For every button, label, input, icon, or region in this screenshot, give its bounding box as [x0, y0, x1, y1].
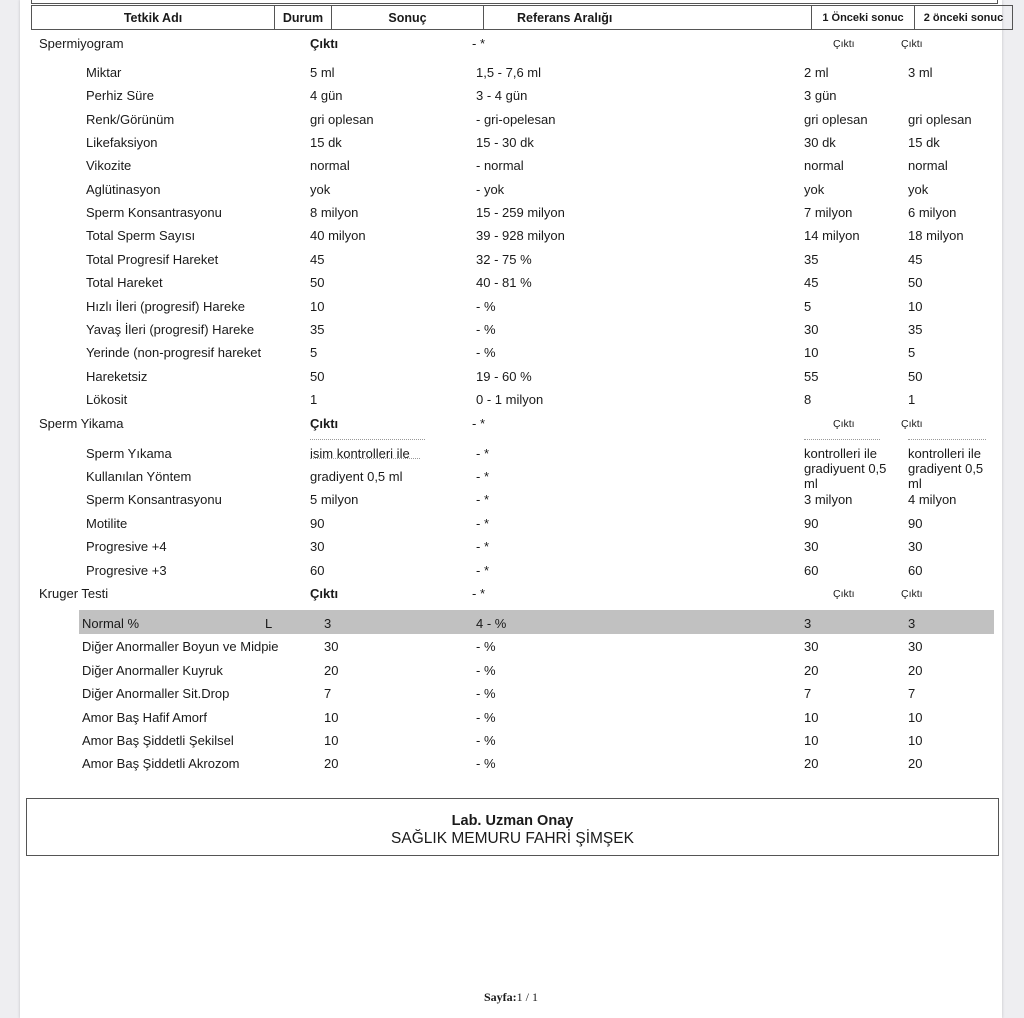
test-prev2: 1: [908, 392, 916, 407]
header-result: Sonuç: [332, 6, 484, 29]
test-result: 8 milyon: [310, 205, 359, 220]
group-prev1: Çıktı: [833, 38, 855, 50]
test-prev1: 10: [804, 345, 819, 360]
test-prev1: 20: [804, 756, 819, 771]
test-ref: 19 - 60 %: [476, 369, 532, 384]
test-name: Amor Baş Hafif Amorf: [82, 710, 207, 725]
test-prev2: gri oplesan: [908, 112, 972, 127]
test-prev1: 45: [804, 275, 819, 290]
test-ref: - %: [476, 639, 496, 654]
test-ref: - %: [476, 686, 496, 701]
test-prev2: 90: [908, 516, 923, 531]
test-prev1: normal: [804, 158, 844, 173]
test-result: gri oplesan: [310, 112, 374, 127]
table-row: [20, 535, 1002, 557]
prev2-wrapped-text-1: kontrolleri ile: [908, 446, 981, 461]
group-result: Çıktı: [310, 416, 339, 431]
table-row: [20, 635, 1002, 657]
approver-name: SAĞLIK MEMURU FAHRİ ŞİMŞEK: [391, 830, 634, 847]
table-row: [20, 224, 1002, 246]
test-ref: 3 - 4 gün: [476, 88, 528, 103]
test-prev1: 30: [804, 539, 819, 554]
test-ref: - *: [476, 492, 489, 507]
test-result: 60: [310, 563, 325, 578]
test-prev1: 30 dk: [804, 135, 836, 150]
table-row: [20, 488, 1002, 510]
test-name: Motilite: [86, 516, 128, 531]
test-ref: - *: [476, 469, 489, 484]
test-result: 10: [324, 710, 339, 725]
test-result: normal: [310, 158, 350, 173]
test-result: yok: [310, 182, 331, 197]
test-ref: - *: [476, 516, 489, 531]
table-row: [20, 682, 1002, 704]
test-result: 45: [310, 252, 325, 267]
table-row: [20, 365, 1002, 387]
test-prev2: 50: [908, 369, 923, 384]
table-row: [20, 84, 1002, 106]
test-name: Renk/Görünüm: [86, 112, 175, 127]
test-ref: - %: [476, 663, 496, 678]
table-row: [20, 559, 1002, 581]
test-ref: 0 - 1 milyon: [476, 392, 544, 407]
test-name: Sperm Konsantrasyonu: [86, 205, 222, 220]
group-ref: - *: [472, 416, 485, 431]
table-row: [20, 61, 1002, 83]
test-result: 30: [310, 539, 325, 554]
table-row: [20, 131, 1002, 153]
test-ref: 1,5 - 7,6 ml: [476, 65, 542, 80]
test-prev1: 3: [804, 616, 812, 631]
test-name: Aglütinasyon: [86, 182, 161, 197]
group-row-kruger-testi: [20, 582, 1002, 604]
test-prev1: 60: [804, 563, 819, 578]
test-name: Total Progresif Hareket: [86, 252, 219, 267]
table-header: [31, 5, 1013, 30]
test-prev2: 7: [908, 686, 916, 701]
test-prev2: 20: [908, 756, 923, 771]
test-prev1: 2 ml: [804, 65, 829, 80]
group-prev1: Çıktı: [833, 418, 855, 430]
test-prev1: 5: [804, 299, 812, 314]
test-result: 40 milyon: [310, 228, 366, 243]
test-result: isim kontrolleri ile: [310, 446, 410, 461]
table-row: [20, 659, 1002, 681]
test-prev1: 7: [804, 686, 812, 701]
test-name: Likefaksiyon: [86, 135, 158, 150]
low-flag: L: [265, 616, 273, 631]
test-prev2: 45: [908, 252, 923, 267]
test-result: 50: [310, 275, 325, 290]
test-ref: - %: [476, 733, 496, 748]
page-number: 1 / 1: [516, 990, 538, 1004]
test-name: Diğer Anormaller Boyun ve Midpie: [82, 639, 279, 654]
table-row: [20, 318, 1002, 340]
test-result: 3: [324, 616, 332, 631]
test-prev1: 90: [804, 516, 819, 531]
test-prev1: 3 gün: [804, 88, 837, 103]
header-status: Durum: [275, 6, 332, 29]
table-row: [20, 248, 1002, 270]
test-result: 4 gün: [310, 88, 343, 103]
prev2-wrapped-text-2: gradiyent 0,5 ml: [908, 461, 984, 491]
test-prev2: 5: [908, 345, 916, 360]
group-name: Spermiyogram: [39, 36, 124, 51]
table-row: [20, 752, 1002, 774]
test-ref: 39 - 928 milyon: [476, 228, 565, 243]
test-prev1: yok: [804, 182, 825, 197]
test-ref: 15 - 30 dk: [476, 135, 534, 150]
test-result: 5 milyon: [310, 492, 359, 507]
table-row: [20, 178, 1002, 200]
test-prev2: 30: [908, 639, 923, 654]
test-prev1: 55: [804, 369, 819, 384]
group-prev2: Çıktı: [901, 418, 923, 430]
signature-box: [26, 798, 999, 856]
test-prev2: 35: [908, 322, 923, 337]
table-row: [20, 201, 1002, 223]
test-name: Progresive +3: [86, 563, 167, 578]
test-result: 20: [324, 663, 339, 678]
group-row-sperm-yikama: [20, 412, 1002, 434]
test-name: Normal %: [82, 616, 140, 631]
test-name: Amor Baş Şiddetli Şekilsel: [82, 733, 234, 748]
group-result: Çıktı: [310, 586, 339, 601]
test-result: 90: [310, 516, 325, 531]
header-prev2: 2 önceki sonuc: [923, 11, 1004, 24]
test-ref: - %: [476, 710, 496, 725]
group-ref: - *: [472, 36, 485, 51]
test-ref: 32 - 75 %: [476, 252, 532, 267]
test-name: Yerinde (non-progresif hareket: [86, 345, 262, 360]
test-prev1: gri oplesan: [804, 112, 868, 127]
page-footer: [20, 990, 1002, 1005]
test-ref: - %: [476, 322, 496, 337]
test-ref: 4 - %: [476, 616, 507, 631]
test-prev1: 10: [804, 710, 819, 725]
group-prev2: Çıktı: [901, 38, 923, 50]
table-row: [20, 706, 1002, 728]
test-prev1: 10: [804, 733, 819, 748]
test-result: 30: [324, 639, 339, 654]
test-prev2: 50: [908, 275, 923, 290]
test-result: 20: [324, 756, 339, 771]
test-result: 7: [324, 686, 332, 701]
test-result: 15 dk: [310, 135, 342, 150]
test-result: 35: [310, 322, 325, 337]
test-name: Total Hareket: [86, 275, 163, 290]
test-prev1: 7 milyon: [804, 205, 853, 220]
group-row-spermiyogram: [20, 32, 1002, 54]
group-prev1: Çıktı: [833, 588, 855, 600]
table-row: [20, 154, 1002, 176]
test-ref: - normal: [476, 158, 524, 173]
test-name: Total Sperm Sayısı: [86, 228, 196, 243]
test-name: Lökosit: [86, 392, 128, 407]
table-row: [20, 295, 1002, 317]
approval-title: Lab. Uzman Onay: [451, 813, 574, 829]
table-row: [20, 512, 1002, 534]
test-prev1: 35: [804, 252, 819, 267]
test-name: Hızlı İleri (progresif) Hareke: [86, 299, 245, 314]
top-border: [31, 0, 998, 4]
test-ref: 15 - 259 milyon: [476, 205, 565, 220]
prev1-wrapped-text-2: gradiyuent 0,5 ml: [804, 461, 887, 491]
test-ref: - %: [476, 756, 496, 771]
test-prev2: 18 milyon: [908, 228, 964, 243]
test-prev2: 6 milyon: [908, 205, 957, 220]
test-name: Yavaş İleri (progresif) Hareke: [86, 322, 255, 337]
table-row: [20, 341, 1002, 363]
header-test-name: Tetkik Adı: [32, 6, 275, 29]
table-row: [20, 729, 1002, 751]
test-result: gradiyent 0,5 ml: [310, 469, 403, 484]
test-prev2: 4 milyon: [908, 492, 957, 507]
test-prev2: 30: [908, 539, 923, 554]
test-name: Sperm Konsantrasyonu: [86, 492, 222, 507]
test-ref: - %: [476, 345, 496, 360]
table-row: [20, 388, 1002, 410]
test-result: 5: [310, 345, 318, 360]
group-result: Çıktı: [310, 36, 339, 51]
test-prev1: 14 milyon: [804, 228, 860, 243]
test-prev2: 60: [908, 563, 923, 578]
report-page: [20, 0, 1002, 1018]
test-prev2: 10: [908, 299, 923, 314]
test-ref: 40 - 81 %: [476, 275, 532, 290]
test-ref: - *: [476, 539, 489, 554]
table-row: [20, 108, 1002, 130]
test-prev2: yok: [908, 182, 929, 197]
group-name: Sperm Yikama: [39, 416, 124, 431]
test-name: Hareketsiz: [86, 369, 148, 384]
group-prev2: Çıktı: [901, 588, 923, 600]
test-prev2: 20: [908, 663, 923, 678]
test-prev1: 3 milyon: [804, 492, 853, 507]
header-reference: Referans Aralığı: [484, 6, 812, 29]
test-ref: - gri-opelesan: [476, 112, 556, 127]
test-result: 1: [310, 392, 318, 407]
table-row-abnormal: [20, 612, 1002, 634]
test-name: Progresive +4: [86, 539, 167, 554]
prev1-wrapped-text-1: kontrolleri ile: [804, 446, 877, 461]
test-prev2: 10: [908, 710, 923, 725]
test-ref: - *: [476, 446, 489, 461]
test-prev1: 30: [804, 639, 819, 654]
test-prev2: 10: [908, 733, 923, 748]
test-ref: - *: [476, 563, 489, 578]
test-name: Miktar: [86, 65, 122, 80]
test-prev2: 15 dk: [908, 135, 940, 150]
test-result: 10: [310, 299, 325, 314]
page-label: Sayfa:: [483, 990, 517, 1004]
group-ref: - *: [472, 586, 485, 601]
header-prev1: 1 Önceki sonuc: [812, 6, 915, 29]
test-result: 50: [310, 369, 325, 384]
test-prev2: normal: [908, 158, 948, 173]
test-prev1: 20: [804, 663, 819, 678]
test-prev1: 8: [804, 392, 812, 407]
test-ref: - yok: [476, 182, 505, 197]
test-name: Diğer Anormaller Sit.Drop: [82, 686, 230, 701]
test-name: Amor Baş Şiddetli Akrozom: [82, 756, 240, 771]
test-prev1: 30: [804, 322, 819, 337]
test-ref: - %: [476, 299, 496, 314]
test-result: 5 ml: [310, 65, 335, 80]
test-name: Diğer Anormaller Kuyruk: [82, 663, 223, 678]
group-name: Kruger Testi: [39, 586, 109, 601]
test-name: Vikozite: [86, 158, 132, 173]
test-prev2: 3 ml: [908, 65, 933, 80]
test-prev2: 3: [908, 616, 916, 631]
test-result: 10: [324, 733, 339, 748]
test-name: Kullanılan Yöntem: [86, 469, 192, 484]
test-name: Sperm Yıkama: [86, 446, 172, 461]
test-name: Perhiz Süre: [86, 88, 154, 103]
table-row: [20, 271, 1002, 293]
